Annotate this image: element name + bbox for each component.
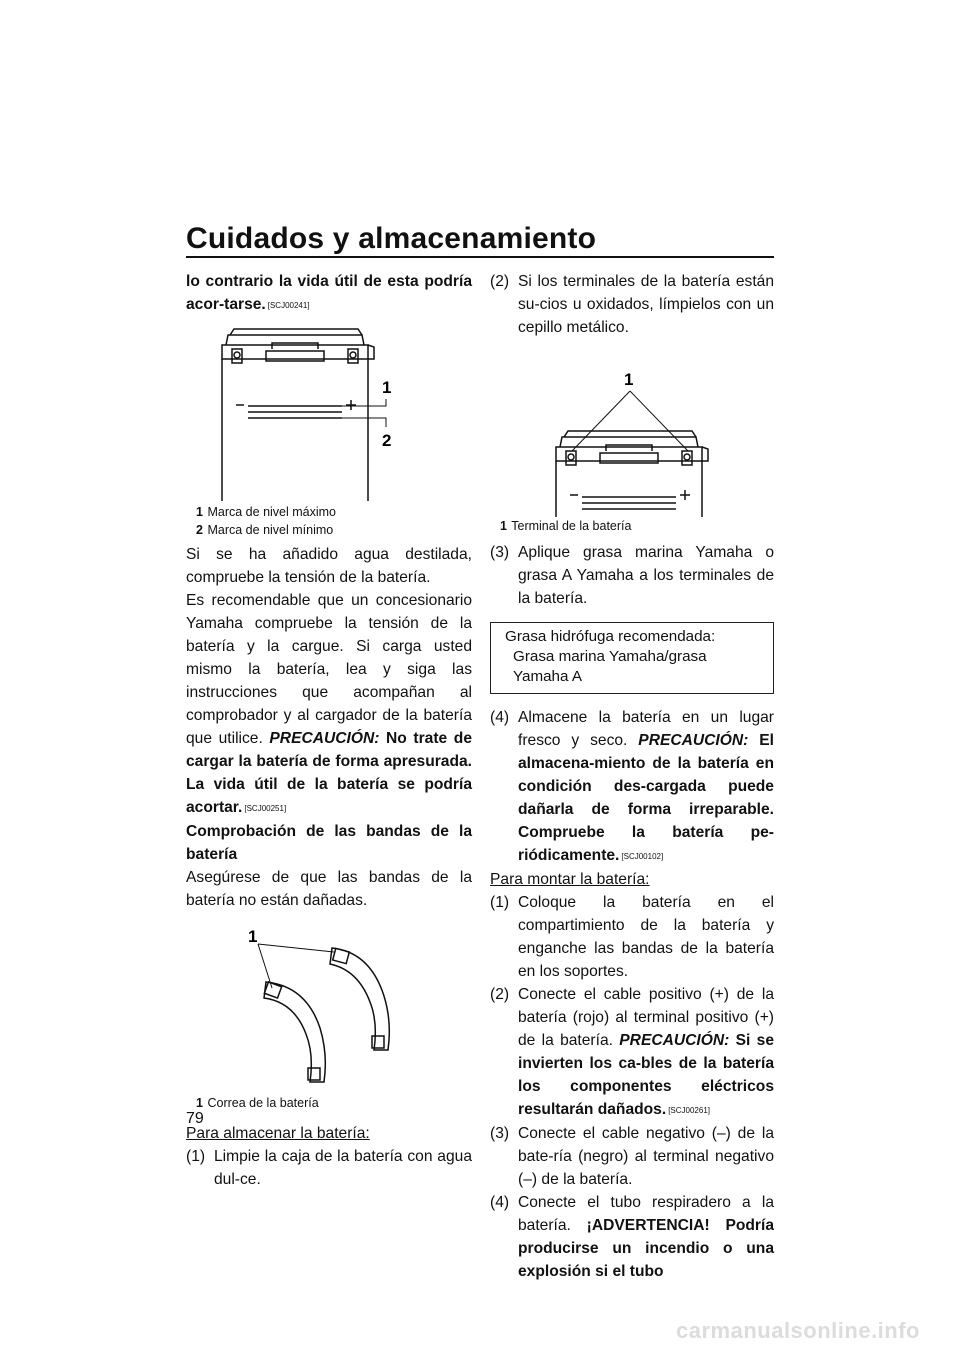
step-item: (4) Conecte el tubo respiradero a la batería. ¡ADVERTENCIA! Podría producirse un incendio o una explosión si el tubo — [490, 1194, 774, 1280]
battery-terminal-illustration — [490, 347, 774, 517]
box-value: Grasa marina Yamaha/grasa Yamaha A — [513, 648, 707, 685]
page-title: Cuidados y almacenamiento — [186, 222, 597, 255]
step-item: (2) Conecte el cable positivo (+) de la batería (rojo) al terminal positivo (+) de la batería. PRECAUCIÓN: Si se invierten los ca-bles de la batería los componentes eléctricos resultarán dañados. [SCJ00261] — [490, 986, 775, 1118]
page-number: 79 — [186, 1110, 204, 1127]
callout-2: 2 — [382, 431, 392, 450]
recommendation-box — [490, 622, 774, 694]
paragraph: Si se ha añadido agua destilada, compruebe la tensión de la batería. — [186, 546, 472, 586]
step-heading: Para montar la batería: — [490, 871, 650, 888]
callout-1: 1 — [248, 927, 258, 946]
battery-strap-illustration — [186, 922, 472, 1094]
figure-battery-straps — [186, 922, 472, 1112]
callout-1: 1 — [382, 378, 392, 397]
watermark: carmanualsonline.info — [676, 1318, 920, 1343]
battery-level-illustration — [186, 323, 472, 503]
figure-caption: 1 Correa de la batería — [196, 1096, 319, 1110]
step-item: (2) Si los terminales de la batería están su-cios u oxidados, límpielos con un cepillo metálico. — [490, 273, 774, 336]
box-title: Grasa hidrófuga recomendada: — [505, 628, 716, 645]
right-column — [490, 270, 774, 1283]
figure-caption: 1 Marca de nivel máximo — [196, 505, 336, 519]
step-item: (4) Almacene la batería en un lugar fresco y seco. PRECAUCIÓN: El almacena-miento de la batería en condición des-cargada puede dañarla de forma irreparable. Compruebe la batería pe-riódicamente. [SCJ00102] — [490, 709, 774, 864]
figure-caption: 1 Terminal de la batería — [500, 519, 632, 533]
section-subheading: Comprobación de las bandas de la batería — [186, 823, 472, 863]
step-item: (1) Limpie la caja de la batería con agua dul-ce. — [186, 1148, 472, 1188]
figure-battery-levels — [186, 323, 472, 539]
step-item: (1) Coloque la batería en el compartimiento de la batería y enganche las bandas de la batería en los soportes. — [490, 894, 774, 980]
left-column — [186, 270, 472, 1191]
step-item: (3) Conecte el cable negativo (–) de la bate-ría (negro) al terminal negativo (–) de la batería. — [490, 1125, 774, 1188]
step-heading: Para almacenar la batería: — [186, 1125, 370, 1142]
header-rule — [186, 256, 774, 258]
paragraph: Asegúrese de que las bandas de la batería no están dañadas. — [186, 869, 472, 909]
step-item: (3) Aplique grasa marina Yamaha o grasa A Yamaha a los terminales de la batería. — [490, 544, 774, 607]
intro-paragraph: lo contrario la vida útil de esta podría acor-tarse. [SCJ00241] — [186, 273, 472, 313]
paragraph: Es recomendable que un concesionario Yamaha compruebe la tensión de la batería y la cargue. Si carga usted mismo la batería, lea y siga las instrucciones que acompañan al comprobador y al cargador de la batería que utilice. PRECAUCIÓN: No trate de cargar la batería de forma apresurada. La vida útil de la batería se podría acortar. [SCJ00251] — [186, 592, 472, 816]
figure-battery-terminals — [490, 347, 774, 535]
callout-1: 1 — [624, 370, 634, 389]
figure-caption: 2 Marca de nivel mínimo — [196, 523, 334, 537]
